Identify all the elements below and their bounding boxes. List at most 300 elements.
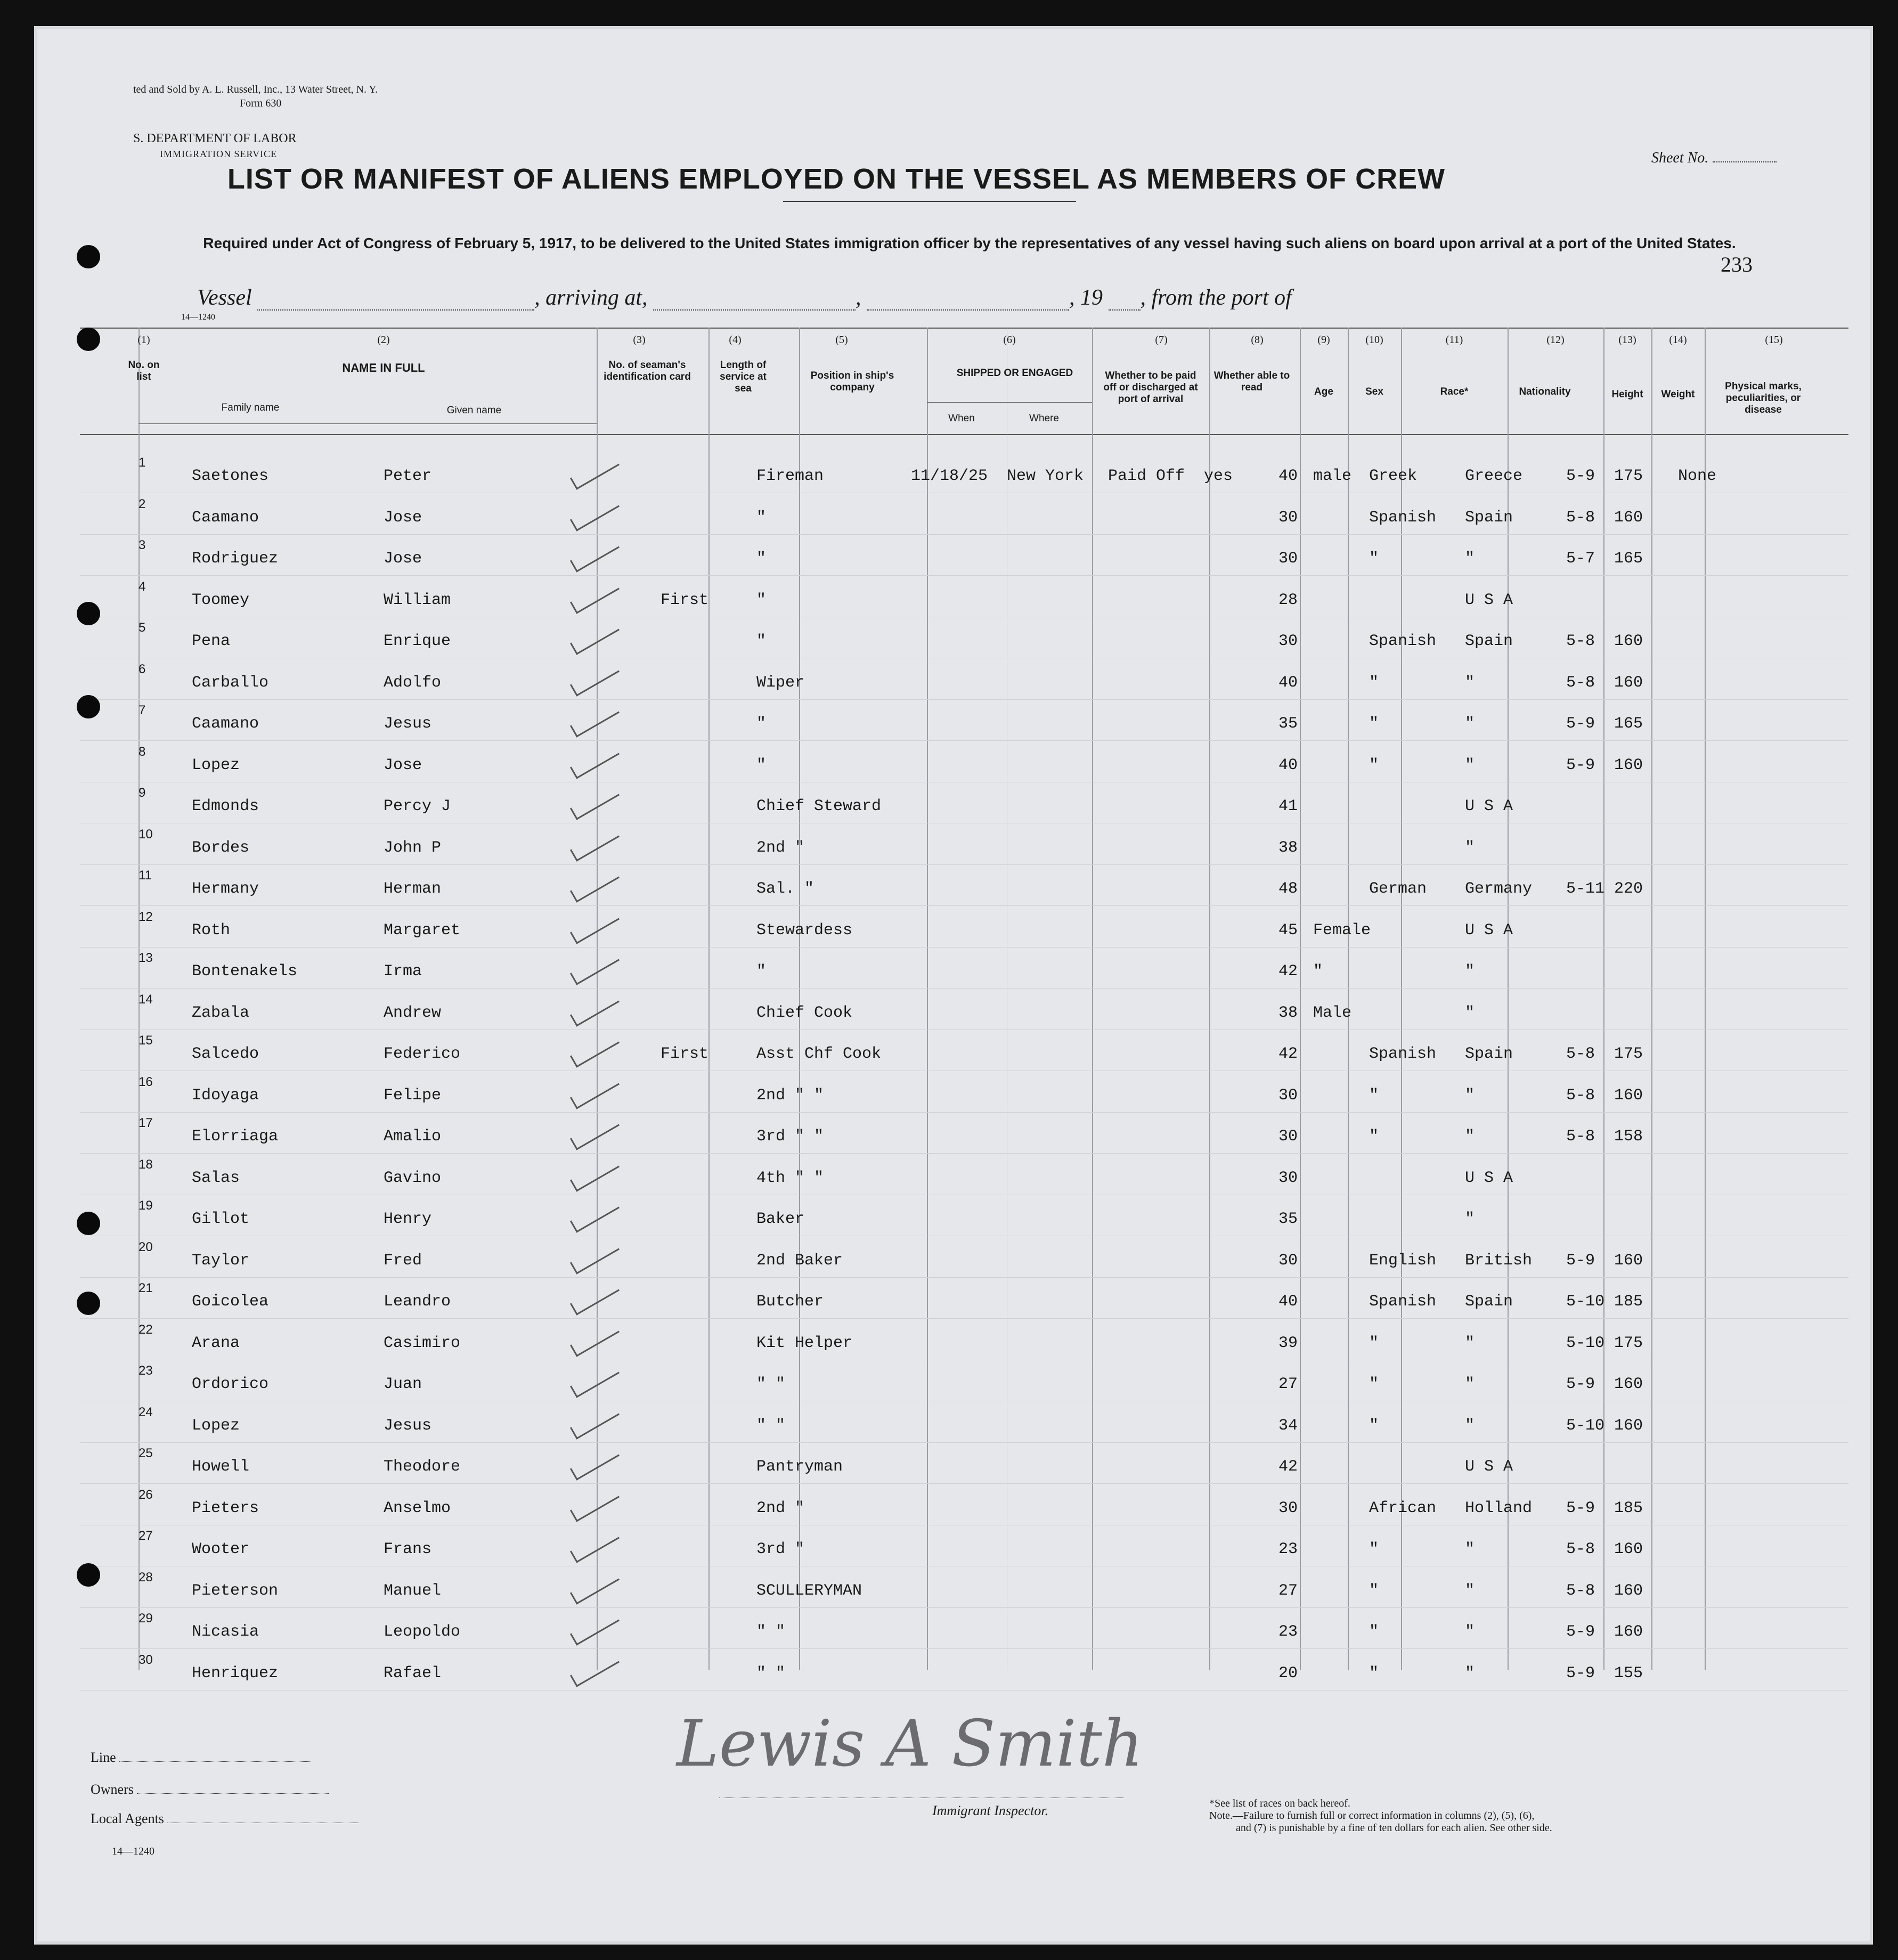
cell-weight: 160	[1614, 1540, 1643, 1558]
colnum-10: (10)	[1365, 334, 1383, 346]
cell-given: John P	[384, 838, 442, 857]
check-mark-icon	[570, 1526, 620, 1563]
cell-nat: Germany	[1465, 880, 1533, 898]
year-label: , 19	[1069, 285, 1103, 310]
cell-age: 48	[1278, 880, 1298, 898]
cell-weight: 160	[1614, 1375, 1643, 1393]
from-port-label: , from the port of	[1140, 285, 1292, 310]
cell-weight: 160	[1614, 632, 1643, 650]
cell-weight: 185	[1614, 1499, 1643, 1517]
table-row	[37, 1611, 1870, 1652]
table-row	[37, 1198, 1870, 1239]
cell-no: 23	[139, 1363, 153, 1378]
cell-given: Felipe	[384, 1086, 442, 1105]
cell-position: "	[756, 632, 767, 650]
header-able-read: Whether able to read	[1213, 370, 1290, 393]
table-row	[37, 1240, 1870, 1281]
row-rule	[80, 699, 1848, 700]
cell-nat: "	[1465, 1664, 1475, 1683]
inspector-label: Immigrant Inspector.	[932, 1803, 1049, 1818]
cell-height: 5-9	[1566, 1664, 1595, 1683]
row-rule	[80, 1277, 1848, 1278]
cell-age: 23	[1278, 1540, 1298, 1558]
cell-no: 3	[139, 538, 146, 552]
check-mark-icon	[570, 825, 620, 861]
cell-height: 5-9	[1566, 1375, 1595, 1393]
table-row	[37, 1322, 1870, 1363]
cell-given: Percy J	[384, 797, 451, 815]
table-row	[37, 455, 1870, 496]
cell-no: 27	[139, 1529, 153, 1543]
cell-age: 35	[1278, 1210, 1298, 1228]
table-row	[37, 1405, 1870, 1446]
cell-no: 19	[139, 1198, 153, 1213]
cell-marks: None	[1678, 467, 1717, 485]
cell-no: 17	[139, 1116, 153, 1130]
cell-nat: "	[1465, 1540, 1475, 1558]
cell-family: Lopez	[192, 756, 240, 774]
cell-nat: "	[1465, 838, 1475, 857]
cell-given: Peter	[384, 467, 432, 485]
cell-family: Caamano	[192, 715, 259, 733]
cell-no: 7	[139, 703, 146, 717]
table-row	[37, 1075, 1870, 1116]
table-row	[37, 992, 1870, 1033]
cell-no: 4	[139, 579, 146, 594]
table-row	[37, 786, 1870, 827]
punch-hole	[77, 1212, 100, 1235]
header-position: Position in ship's company	[810, 370, 894, 393]
check-mark-icon	[570, 618, 620, 655]
cell-given: Jose	[384, 756, 422, 774]
cell-nat: "	[1465, 550, 1475, 568]
check-mark-icon	[570, 1238, 620, 1274]
header-age: Age	[1314, 386, 1333, 397]
cell-weight: 220	[1614, 880, 1643, 898]
table-row	[37, 951, 1870, 992]
cell-family: Henriquez	[192, 1664, 279, 1683]
table-row	[37, 1488, 1870, 1529]
cell-age: 38	[1278, 1003, 1298, 1022]
punch-hole	[77, 1563, 100, 1587]
cell-nat: "	[1465, 962, 1475, 981]
row-rule	[80, 575, 1848, 576]
header-nationality: Nationality	[1519, 386, 1571, 397]
cell-race: "	[1369, 1334, 1379, 1352]
cell-race: "	[1369, 1128, 1379, 1146]
cell-family: Hermany	[192, 880, 259, 898]
cell-age: 40	[1278, 1293, 1298, 1311]
colnum-15: (15)	[1765, 334, 1783, 346]
header-no-on-list: No. on list	[128, 360, 160, 382]
check-mark-icon	[570, 660, 620, 696]
check-mark-icon	[570, 701, 620, 737]
cell-sex: Male	[1313, 1003, 1352, 1022]
date-field	[867, 290, 1069, 311]
cell-height: 5-11	[1566, 880, 1605, 898]
check-mark-icon	[570, 1114, 620, 1150]
cell-position: SCULLERYMAN	[756, 1581, 862, 1600]
check-mark-icon	[570, 742, 620, 779]
colnum-11: (11)	[1445, 334, 1463, 346]
cell-when: 11/18/25	[911, 467, 988, 485]
cell-age: 28	[1278, 591, 1298, 609]
cell-weight: 165	[1614, 715, 1643, 733]
colnum-7: (7)	[1155, 334, 1168, 346]
cell-weight: 165	[1614, 550, 1643, 568]
cell-given: Rafael	[384, 1664, 442, 1683]
cell-age: 40	[1278, 467, 1298, 485]
vessel-label: Vessel	[197, 285, 252, 310]
cell-no: 20	[139, 1239, 153, 1254]
cell-age: 27	[1278, 1581, 1298, 1600]
cell-height: 5-9	[1566, 1623, 1595, 1641]
cell-race: Greek	[1369, 467, 1418, 485]
cell-race: German	[1369, 880, 1427, 898]
cell-family: Howell	[192, 1458, 250, 1476]
cell-position: " "	[756, 1664, 786, 1683]
cell-nat: U S A	[1465, 797, 1513, 815]
table-row	[37, 910, 1870, 951]
cell-position: "	[756, 756, 767, 774]
cell-family: Elorriaga	[192, 1128, 279, 1146]
check-mark-icon	[570, 1073, 620, 1109]
form-code-bottom: 14—1240	[112, 1845, 154, 1857]
service-label: IMMIGRATION SERVICE	[160, 149, 278, 159]
arriving-label: , arriving at,	[534, 285, 648, 310]
check-mark-icon	[570, 866, 620, 902]
cell-no: 25	[139, 1446, 153, 1460]
cell-given: William	[384, 591, 451, 609]
cell-age: 41	[1278, 797, 1298, 815]
sheet-number: 233	[1721, 252, 1753, 276]
header-length-service: Length of service at sea	[720, 360, 767, 394]
cell-age: 27	[1278, 1375, 1298, 1393]
punch-hole	[77, 245, 100, 268]
cell-race: Spanish	[1369, 632, 1437, 650]
check-mark-icon	[570, 1196, 620, 1232]
title-rule	[783, 201, 1076, 202]
cell-race: English	[1369, 1251, 1437, 1270]
cell-race: Spanish	[1369, 1293, 1437, 1311]
page-subtitle: Required under Act of Congress of February 5, 1917, to be delivered to the United States immigration officer by the representatives of any vessel having such aliens on board upon arrival at a port of the United States.	[203, 235, 1736, 251]
cell-family: Ordorico	[192, 1375, 269, 1393]
cell-weight: 155	[1614, 1664, 1643, 1683]
cell-weight: 160	[1614, 1251, 1643, 1270]
cell-age: 30	[1278, 1169, 1298, 1187]
cell-age: 30	[1278, 508, 1298, 527]
cell-age: 45	[1278, 921, 1298, 940]
vessel-line: Vessel , arriving at, , , 19 , from the port of	[197, 285, 1292, 310]
check-mark-icon	[570, 990, 620, 1026]
cell-race: "	[1369, 1416, 1379, 1435]
cell-position: Baker	[756, 1210, 805, 1228]
manifest-sheet	[37, 29, 1870, 1941]
cell-height: 5-8	[1566, 1128, 1595, 1146]
check-mark-icon	[570, 536, 620, 572]
cell-no: 26	[139, 1487, 153, 1502]
name-subrule	[139, 423, 597, 424]
line-blank	[119, 1761, 311, 1762]
cell-height: 5-8	[1566, 1045, 1595, 1063]
cell-weight: 160	[1614, 1623, 1643, 1641]
shipped-subrule	[927, 402, 1092, 403]
cell-race: "	[1369, 1086, 1379, 1105]
cell-nat: Spain	[1465, 508, 1513, 527]
cell-weight: 185	[1614, 1293, 1643, 1311]
cell-nat: "	[1465, 1416, 1475, 1435]
sheet-label-text: Sheet No.	[1651, 150, 1709, 166]
cell-weight: 175	[1614, 1334, 1643, 1352]
cell-age: 35	[1278, 715, 1298, 733]
cell-family: Pieterson	[192, 1581, 279, 1600]
cell-position: Wiper	[756, 673, 805, 692]
colnum-3: (3)	[633, 334, 646, 346]
colnum-13: (13)	[1618, 334, 1636, 346]
colnum-6: (6)	[1003, 334, 1016, 346]
cell-family: Pieters	[192, 1499, 259, 1517]
cell-family: Arana	[192, 1334, 240, 1352]
cell-given: Irma	[384, 962, 422, 981]
cell-family: Bontenakels	[192, 962, 298, 981]
cell-no: 10	[139, 827, 153, 842]
row-rule	[80, 1483, 1848, 1484]
footer-owners	[91, 1782, 329, 1798]
footer-agents	[91, 1811, 359, 1827]
header-race: Race*	[1440, 386, 1469, 397]
table-row	[37, 868, 1870, 909]
check-mark-icon	[570, 1031, 620, 1067]
colnum-4: (4)	[729, 334, 742, 346]
row-rule	[80, 1442, 1848, 1443]
cell-race: Spanish	[1369, 1045, 1437, 1063]
header-paid-off: Whether to be paid off or discharged at port of arrival	[1103, 370, 1198, 405]
cell-position: "	[756, 550, 767, 568]
cell-position: Sal. "	[756, 880, 814, 898]
cell-given: Jesus	[384, 1416, 432, 1435]
cell-given: Casimiro	[384, 1334, 461, 1352]
cell-nat: "	[1465, 673, 1475, 692]
cell-position: Stewardess	[756, 921, 853, 940]
cell-nat: U S A	[1465, 1169, 1513, 1187]
cell-position: 3rd " "	[756, 1128, 824, 1146]
sheet-number-blank	[1713, 161, 1777, 162]
cell-weight: 160	[1614, 1581, 1643, 1600]
cell-age: 39	[1278, 1334, 1298, 1352]
cell-race: "	[1369, 715, 1379, 733]
cell-race: "	[1369, 1375, 1379, 1393]
header-bottom-rule	[80, 434, 1848, 435]
cell-family: Toomey	[192, 591, 250, 609]
cell-service: First	[661, 591, 709, 609]
printer-credit	[133, 83, 378, 110]
cell-no: 11	[139, 868, 152, 883]
check-mark-icon	[570, 949, 620, 985]
header-physical: Physical marks, peculiarities, or disease	[1725, 381, 1802, 415]
colnum-9: (9)	[1317, 334, 1330, 346]
cell-nat: "	[1465, 1623, 1475, 1641]
cell-position: Fireman	[756, 467, 824, 485]
cell-family: Salas	[192, 1169, 240, 1187]
arriving-field	[653, 290, 856, 311]
cell-no: 16	[139, 1074, 153, 1089]
cell-age: 30	[1278, 1499, 1298, 1517]
cell-race: African	[1369, 1499, 1437, 1517]
cell-given: Theodore	[384, 1458, 461, 1476]
cell-nat: "	[1465, 715, 1475, 733]
printer-text: ted and Sold by A. L. Russell, Inc., 13 Water Street, N. Y.	[133, 84, 378, 95]
table-row	[37, 497, 1870, 538]
cell-family: Idoyaga	[192, 1086, 259, 1105]
row-rule	[80, 1153, 1848, 1154]
row-rule	[80, 988, 1848, 989]
cell-given: Leopoldo	[384, 1623, 461, 1641]
cell-height: 5-8	[1566, 673, 1595, 692]
cell-nat: "	[1465, 1210, 1475, 1228]
check-mark-icon	[570, 1651, 620, 1687]
check-mark-icon	[570, 1361, 620, 1398]
cell-nat: "	[1465, 1334, 1475, 1352]
cell-given: Jesus	[384, 715, 432, 733]
cell-given: Frans	[384, 1540, 432, 1558]
check-mark-icon	[570, 1485, 620, 1522]
row-rule	[80, 1607, 1848, 1608]
cell-position: " "	[756, 1623, 786, 1641]
cell-no: 5	[139, 620, 146, 635]
cell-weight: 158	[1614, 1128, 1643, 1146]
cell-weight: 160	[1614, 1086, 1643, 1105]
cell-family: Rodriguez	[192, 550, 279, 568]
cell-nat: Spain	[1465, 1045, 1513, 1063]
cell-age: 30	[1278, 632, 1298, 650]
cell-race: "	[1369, 1664, 1379, 1683]
table-row	[37, 662, 1870, 703]
header-where: Where	[1029, 413, 1059, 424]
cell-age: 30	[1278, 550, 1298, 568]
cell-position: "	[756, 715, 767, 733]
check-mark-icon	[570, 1403, 620, 1439]
table-row	[37, 1116, 1870, 1157]
grid-top-rule	[80, 328, 1848, 329]
cell-age: 42	[1278, 1045, 1298, 1063]
cell-weight: 160	[1614, 756, 1643, 774]
header-height: Height	[1611, 389, 1643, 400]
cell-given: Manuel	[384, 1581, 442, 1600]
cell-age: 23	[1278, 1623, 1298, 1641]
cell-family: Goicolea	[192, 1293, 269, 1311]
table-row	[37, 1157, 1870, 1198]
row-rule	[80, 1112, 1848, 1113]
cell-family: Lopez	[192, 1416, 240, 1435]
table-row	[37, 538, 1870, 579]
cell-height: 5-9	[1566, 467, 1595, 485]
cell-sex: "	[1313, 962, 1323, 981]
note-failure: Note.—Failure to furnish full or correct information in columns (2), (5), (6),	[1209, 1810, 1535, 1822]
cell-no: 30	[139, 1652, 153, 1667]
sheet-number-label	[1651, 150, 1777, 167]
row-rule	[80, 864, 1848, 865]
cell-age: 30	[1278, 1251, 1298, 1270]
table-row	[37, 827, 1870, 868]
check-mark-icon	[570, 1568, 620, 1604]
cell-family: Roth	[192, 921, 231, 940]
table-row	[37, 1033, 1870, 1074]
check-mark-icon	[570, 783, 620, 820]
cell-race: "	[1369, 673, 1379, 692]
cell-nat: U S A	[1465, 1458, 1513, 1476]
cell-given: Gavino	[384, 1169, 442, 1187]
cell-position: 2nd "	[756, 838, 805, 857]
cell-weight: 175	[1614, 1045, 1643, 1063]
row-rule	[80, 905, 1848, 906]
header-given-name: Given name	[446, 405, 502, 416]
cell-family: Caamano	[192, 508, 259, 527]
cell-height: 5-10	[1566, 1334, 1605, 1352]
cell-nat: Holland	[1465, 1499, 1533, 1517]
punch-hole	[77, 1292, 100, 1315]
colnum-12: (12)	[1546, 334, 1565, 346]
cell-position: Butcher	[756, 1293, 824, 1311]
page-title: LIST OR MANIFEST OF ALIENS EMPLOYED ON THE VESSEL AS MEMBERS OF CREW	[227, 163, 1446, 195]
cell-position: "	[756, 591, 767, 609]
header-name-in-full: NAME IN FULL	[342, 361, 425, 374]
cell-no: 2	[139, 496, 146, 511]
header-family-name: Family name	[221, 402, 280, 413]
cell-given: Anselmo	[384, 1499, 451, 1517]
cell-position: 4th " "	[756, 1169, 824, 1187]
cell-height: 5-10	[1566, 1293, 1605, 1311]
cell-nat: "	[1465, 1128, 1475, 1146]
table-row	[37, 620, 1870, 662]
check-mark-icon	[570, 1279, 620, 1315]
cell-height: 5-9	[1566, 756, 1595, 774]
colnum-8: (8)	[1251, 334, 1264, 346]
cell-given: Jose	[384, 508, 422, 527]
cell-race: "	[1369, 550, 1379, 568]
row-rule	[80, 534, 1848, 535]
cell-age: 20	[1278, 1664, 1298, 1683]
table-row	[37, 703, 1870, 744]
cell-given: Adolfo	[384, 673, 442, 692]
punch-hole	[77, 695, 100, 718]
cell-given: Federico	[384, 1045, 461, 1063]
cell-nat: Spain	[1465, 1293, 1513, 1311]
cell-given: Juan	[384, 1375, 422, 1393]
cell-no: 8	[139, 744, 146, 759]
cell-position: 3rd "	[756, 1540, 805, 1558]
cell-weight: 160	[1614, 1416, 1643, 1435]
cell-race: "	[1369, 756, 1379, 774]
cell-given: Herman	[384, 880, 442, 898]
cell-weight: 160	[1614, 673, 1643, 692]
cell-age: 30	[1278, 1086, 1298, 1105]
cell-position: " "	[756, 1416, 786, 1435]
inspector-signature: Lewis A Smith	[677, 1707, 1144, 1781]
cell-position: Pantryman	[756, 1458, 843, 1476]
table-row	[37, 1281, 1870, 1322]
cell-family: Bordes	[192, 838, 250, 857]
cell-race: "	[1369, 1540, 1379, 1558]
vessel-name-field	[257, 290, 534, 311]
cell-no: 6	[139, 662, 146, 676]
cell-family: Zabala	[192, 1003, 250, 1022]
cell-position: Kit Helper	[756, 1334, 853, 1352]
header-when: When	[948, 413, 975, 424]
table-row	[37, 1653, 1870, 1694]
cell-height: 5-8	[1566, 1540, 1595, 1558]
check-mark-icon	[570, 1444, 620, 1480]
cell-given: Jose	[384, 550, 422, 568]
